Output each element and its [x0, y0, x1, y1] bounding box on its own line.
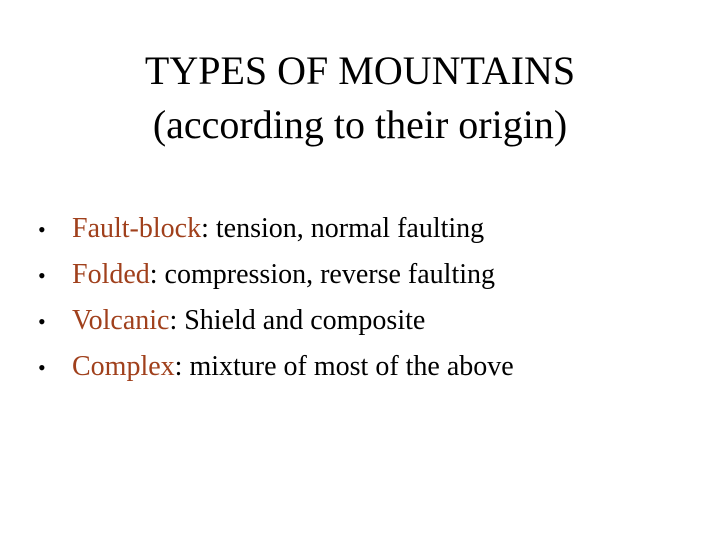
bullet-term: Fault-block	[72, 213, 202, 244]
bullet-item-complex	[38, 344, 698, 390]
bullet-marker: •	[38, 263, 46, 288]
bullet-item-volcanic	[38, 298, 698, 344]
bullet-description: : compression, reverse faulting	[149, 259, 496, 290]
bullet-marker: •	[38, 309, 46, 334]
bullet-term: Complex	[72, 351, 175, 382]
bullet-text	[72, 206, 484, 251]
bullet-list	[38, 206, 698, 390]
bullet-marker: •	[38, 217, 46, 242]
bullet-item-fault-block	[38, 206, 698, 252]
bullet-term: Folded	[72, 259, 150, 290]
bullet-description: : mixture of most of the above	[174, 351, 514, 382]
bullet-term: Volcanic	[72, 305, 170, 336]
bullet-text	[72, 344, 514, 389]
slide-title	[0, 44, 720, 152]
bullet-text	[72, 298, 425, 343]
bullet-item-folded	[38, 252, 698, 298]
bullet-marker: •	[38, 355, 46, 380]
bullet-description: : Shield and composite	[169, 305, 426, 336]
title-line-2: (according to their origin)	[152, 102, 568, 147]
bullet-description: : tension, normal faulting	[201, 213, 485, 244]
bullet-text	[72, 252, 495, 297]
title-line-1: TYPES OF MOUNTAINS	[144, 48, 576, 93]
